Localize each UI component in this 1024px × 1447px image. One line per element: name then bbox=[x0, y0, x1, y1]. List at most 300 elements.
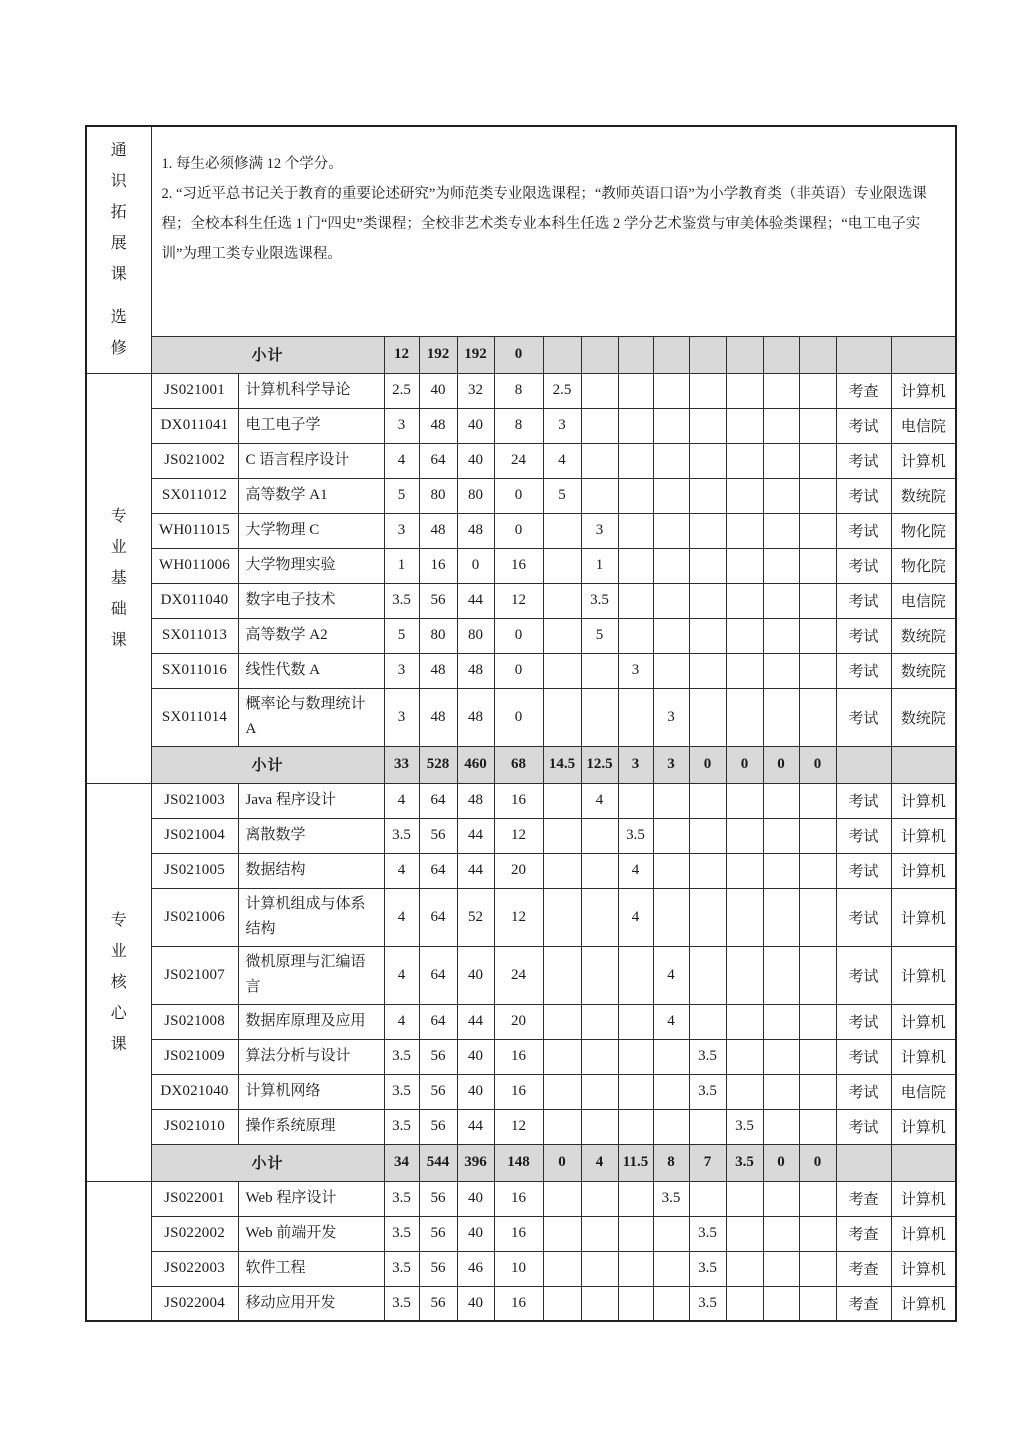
total-hours-cell: 48 bbox=[419, 653, 457, 688]
subtotal-semester-cell bbox=[799, 336, 836, 373]
theory-hours-cell: 40 bbox=[457, 946, 494, 1004]
department-cell: 电信院 bbox=[891, 408, 956, 443]
practice-hours-cell: 24 bbox=[494, 443, 543, 478]
semester-credit-cell: 3.5 bbox=[581, 583, 618, 618]
semester-credit-cell bbox=[763, 688, 799, 746]
semester-credit-cell bbox=[543, 1286, 581, 1321]
semester-credit-cell bbox=[581, 1004, 618, 1039]
credits-cell: 3.5 bbox=[384, 1251, 419, 1286]
department-cell: 数统院 bbox=[891, 653, 956, 688]
credits-cell: 3.5 bbox=[384, 1181, 419, 1216]
semester-credit-cell bbox=[618, 583, 653, 618]
department-cell: 计算机 bbox=[891, 373, 956, 408]
practice-hours-cell: 12 bbox=[494, 583, 543, 618]
semester-credit-cell bbox=[763, 1181, 799, 1216]
course-row bbox=[86, 373, 956, 408]
subtotal-credits-cell: 34 bbox=[384, 1144, 419, 1181]
subtotal-semester-cell: 7 bbox=[689, 1144, 726, 1181]
semester-credit-cell bbox=[618, 1286, 653, 1321]
semester-credit-cell bbox=[653, 618, 689, 653]
semester-credit-cell bbox=[618, 618, 653, 653]
semester-credit-cell bbox=[799, 618, 836, 653]
course-row bbox=[86, 618, 956, 653]
course-name-cell: Java 程序设计 bbox=[238, 783, 384, 818]
semester-credit-cell: 4 bbox=[653, 1004, 689, 1039]
semester-credit-cell bbox=[618, 513, 653, 548]
subtotal-semester-cell: 12.5 bbox=[581, 746, 618, 783]
exam-type-cell: 考试 bbox=[836, 408, 891, 443]
practice-hours-cell: 16 bbox=[494, 1216, 543, 1251]
practice-hours-cell: 0 bbox=[494, 653, 543, 688]
semester-credit-cell: 2.5 bbox=[543, 373, 581, 408]
course-name-cell: 线性代数 A bbox=[238, 653, 384, 688]
practice-hours-cell: 16 bbox=[494, 548, 543, 583]
subtotal-semester-cell: 0 bbox=[763, 746, 799, 783]
category-cell bbox=[86, 783, 151, 1181]
subtotal-semester-cell: 3 bbox=[653, 746, 689, 783]
department-cell: 计算机 bbox=[891, 853, 956, 888]
semester-credit-cell bbox=[763, 548, 799, 583]
semester-credit-cell bbox=[763, 583, 799, 618]
exam-type-cell: 考试 bbox=[836, 1039, 891, 1074]
theory-hours-cell: 52 bbox=[457, 888, 494, 946]
course-code-cell: JS021008 bbox=[151, 1004, 238, 1039]
credits-cell: 3.5 bbox=[384, 1109, 419, 1144]
semester-credit-cell bbox=[581, 1216, 618, 1251]
credits-cell: 3 bbox=[384, 513, 419, 548]
department-cell: 计算机 bbox=[891, 1216, 956, 1251]
semester-credit-cell bbox=[763, 478, 799, 513]
semester-credit-cell bbox=[763, 1074, 799, 1109]
theory-hours-cell: 80 bbox=[457, 478, 494, 513]
course-row bbox=[86, 1286, 956, 1321]
course-code-cell: JS022003 bbox=[151, 1251, 238, 1286]
theory-hours-cell: 46 bbox=[457, 1251, 494, 1286]
semester-credit-cell bbox=[763, 513, 799, 548]
exam-type-cell: 考试 bbox=[836, 1074, 891, 1109]
theory-hours-cell: 44 bbox=[457, 583, 494, 618]
semester-credit-cell bbox=[581, 888, 618, 946]
practice-hours-cell: 12 bbox=[494, 888, 543, 946]
total-hours-cell: 48 bbox=[419, 688, 457, 746]
exam-type-cell: 考查 bbox=[836, 1216, 891, 1251]
category-char: 业 bbox=[110, 942, 127, 960]
theory-hours-cell: 40 bbox=[457, 1181, 494, 1216]
semester-credit-cell bbox=[799, 583, 836, 618]
semester-credit-cell bbox=[689, 548, 726, 583]
semester-credit-cell bbox=[653, 853, 689, 888]
semester-credit-cell: 3 bbox=[543, 408, 581, 443]
category-char: 专 bbox=[110, 507, 127, 525]
semester-credit-cell: 3.5 bbox=[689, 1074, 726, 1109]
semester-credit-cell bbox=[618, 478, 653, 513]
department-cell: 计算机 bbox=[891, 783, 956, 818]
semester-credit-cell bbox=[689, 513, 726, 548]
subtotal-semester-cell: 0 bbox=[543, 1144, 581, 1181]
theory-hours-cell: 44 bbox=[457, 1004, 494, 1039]
theory-hours-cell: 44 bbox=[457, 1109, 494, 1144]
semester-credit-cell bbox=[763, 1251, 799, 1286]
total-hours-cell: 64 bbox=[419, 783, 457, 818]
note-row bbox=[86, 126, 956, 336]
subtotal-theory-hours-cell: 460 bbox=[457, 746, 494, 783]
department-cell: 数统院 bbox=[891, 618, 956, 653]
exam-type-cell: 考查 bbox=[836, 1251, 891, 1286]
semester-credit-cell: 3.5 bbox=[618, 818, 653, 853]
department-cell: 数统院 bbox=[891, 688, 956, 746]
course-code-cell: DX021040 bbox=[151, 1074, 238, 1109]
subtotal-semester-cell: 0 bbox=[689, 746, 726, 783]
course-code-cell: JS021006 bbox=[151, 888, 238, 946]
course-code-cell: JS021010 bbox=[151, 1109, 238, 1144]
curriculum-table bbox=[85, 125, 957, 1322]
semester-credit-cell bbox=[653, 1216, 689, 1251]
semester-credit-cell bbox=[799, 818, 836, 853]
subtotal-semester-cell: 11.5 bbox=[618, 1144, 653, 1181]
semester-credit-cell bbox=[689, 946, 726, 1004]
department-cell: 物化院 bbox=[891, 513, 956, 548]
theory-hours-cell: 40 bbox=[457, 408, 494, 443]
total-hours-cell: 56 bbox=[419, 1286, 457, 1321]
semester-credit-cell bbox=[581, 1039, 618, 1074]
course-row bbox=[86, 443, 956, 478]
semester-credit-cell: 3.5 bbox=[653, 1181, 689, 1216]
semester-credit-cell bbox=[726, 1074, 763, 1109]
semester-credit-cell bbox=[763, 888, 799, 946]
semester-credit-cell bbox=[726, 1039, 763, 1074]
practice-hours-cell: 12 bbox=[494, 1109, 543, 1144]
course-code-cell: JS021001 bbox=[151, 373, 238, 408]
semester-credit-cell bbox=[618, 408, 653, 443]
semester-credit-cell bbox=[689, 1181, 726, 1216]
practice-hours-cell: 16 bbox=[494, 1039, 543, 1074]
credits-cell: 1 bbox=[384, 548, 419, 583]
department-cell: 计算机 bbox=[891, 1109, 956, 1144]
semester-credit-cell bbox=[618, 373, 653, 408]
theory-hours-cell: 32 bbox=[457, 373, 494, 408]
semester-credit-cell bbox=[581, 1286, 618, 1321]
semester-credit-cell bbox=[581, 688, 618, 746]
total-hours-cell: 64 bbox=[419, 853, 457, 888]
semester-credit-cell bbox=[653, 478, 689, 513]
semester-credit-cell: 1 bbox=[581, 548, 618, 583]
semester-credit-cell: 3.5 bbox=[689, 1251, 726, 1286]
exam-type-cell: 考查 bbox=[836, 1181, 891, 1216]
semester-credit-cell bbox=[799, 1004, 836, 1039]
subtotal-dept-cell bbox=[891, 1144, 956, 1181]
semester-credit-cell bbox=[763, 1039, 799, 1074]
semester-credit-cell: 5 bbox=[543, 478, 581, 513]
credits-cell: 4 bbox=[384, 1004, 419, 1039]
course-row bbox=[86, 1251, 956, 1286]
category-char: 课 bbox=[110, 266, 127, 284]
semester-credit-cell: 4 bbox=[581, 783, 618, 818]
course-code-cell: SX011012 bbox=[151, 478, 238, 513]
total-hours-cell: 48 bbox=[419, 513, 457, 548]
semester-credit-cell bbox=[653, 783, 689, 818]
semester-credit-cell bbox=[726, 783, 763, 818]
course-row bbox=[86, 783, 956, 818]
exam-type-cell: 考试 bbox=[836, 888, 891, 946]
semester-credit-cell bbox=[726, 513, 763, 548]
theory-hours-cell: 48 bbox=[457, 653, 494, 688]
semester-credit-cell bbox=[689, 478, 726, 513]
semester-credit-cell bbox=[618, 1216, 653, 1251]
subtotal-total-hours-cell: 192 bbox=[419, 336, 457, 373]
practice-hours-cell: 16 bbox=[494, 1286, 543, 1321]
semester-credit-cell bbox=[799, 1286, 836, 1321]
subtotal-semester-cell: 0 bbox=[799, 746, 836, 783]
course-name-cell: 计算机网络 bbox=[238, 1074, 384, 1109]
semester-credit-cell bbox=[799, 1109, 836, 1144]
semester-credit-cell bbox=[799, 1074, 836, 1109]
total-hours-cell: 56 bbox=[419, 1039, 457, 1074]
course-row bbox=[86, 583, 956, 618]
semester-credit-cell bbox=[543, 818, 581, 853]
semester-credit-cell bbox=[726, 1004, 763, 1039]
semester-credit-cell bbox=[653, 373, 689, 408]
semester-credit-cell bbox=[543, 1004, 581, 1039]
course-name-cell: 计算机科学导论 bbox=[238, 373, 384, 408]
course-row bbox=[86, 888, 956, 946]
semester-credit-cell bbox=[653, 653, 689, 688]
semester-credit-cell bbox=[581, 1251, 618, 1286]
semester-credit-cell bbox=[581, 653, 618, 688]
subtotal-label: 小计 bbox=[151, 1144, 384, 1181]
total-hours-cell: 56 bbox=[419, 1074, 457, 1109]
subtotal-semester-cell bbox=[618, 336, 653, 373]
category-char: 选 bbox=[110, 309, 127, 327]
practice-hours-cell: 0 bbox=[494, 513, 543, 548]
semester-credit-cell bbox=[689, 618, 726, 653]
course-name-cell: 计算机组成与体系结构 bbox=[238, 888, 384, 946]
credits-cell: 4 bbox=[384, 443, 419, 478]
semester-credit-cell bbox=[726, 443, 763, 478]
subtotal-label: 小计 bbox=[151, 746, 384, 783]
subtotal-practice-hours-cell: 0 bbox=[494, 336, 543, 373]
department-cell: 计算机 bbox=[891, 443, 956, 478]
theory-hours-cell: 48 bbox=[457, 688, 494, 746]
semester-credit-cell bbox=[618, 1109, 653, 1144]
semester-credit-cell bbox=[799, 1181, 836, 1216]
subtotal-semester-cell: 8 bbox=[653, 1144, 689, 1181]
course-code-cell: JS021009 bbox=[151, 1039, 238, 1074]
subtotal-dept-cell bbox=[891, 746, 956, 783]
course-name-cell: 数字电子技术 bbox=[238, 583, 384, 618]
semester-credit-cell bbox=[581, 478, 618, 513]
semester-credit-cell bbox=[799, 1039, 836, 1074]
course-row bbox=[86, 688, 956, 746]
category-char: 展 bbox=[110, 235, 127, 253]
total-hours-cell: 56 bbox=[419, 1181, 457, 1216]
semester-credit-cell bbox=[618, 1181, 653, 1216]
credits-cell: 5 bbox=[384, 478, 419, 513]
semester-credit-cell bbox=[799, 653, 836, 688]
total-hours-cell: 16 bbox=[419, 548, 457, 583]
note-line: 2. “习近平总书记关于教育的重要论述研究”为师范类专业限选课程；“教师英语口语”为小学教育类（非英语）专业限选课程；全校本科生任选 1 门“四史”类课程；全校非艺术类专业本科生任选 2 学分艺术鉴赏与审美体验类课程；“电工电子实训”为理工类专业限选课程。 bbox=[161, 186, 927, 262]
department-cell: 计算机 bbox=[891, 818, 956, 853]
semester-credit-cell bbox=[543, 1251, 581, 1286]
semester-credit-cell bbox=[763, 653, 799, 688]
semester-credit-cell bbox=[543, 888, 581, 946]
credits-cell: 5 bbox=[384, 618, 419, 653]
course-name-cell: 软件工程 bbox=[238, 1251, 384, 1286]
subtotal-semester-cell: 4 bbox=[581, 1144, 618, 1181]
credits-cell: 3.5 bbox=[384, 583, 419, 618]
category-char: 专 bbox=[110, 911, 127, 929]
theory-hours-cell: 80 bbox=[457, 618, 494, 653]
course-code-cell: JS021002 bbox=[151, 443, 238, 478]
semester-credit-cell bbox=[763, 408, 799, 443]
category-char: 心 bbox=[110, 1004, 127, 1022]
semester-credit-cell bbox=[653, 888, 689, 946]
semester-credit-cell bbox=[799, 443, 836, 478]
subtotal-practice-hours-cell: 68 bbox=[494, 746, 543, 783]
semester-credit-cell: 4 bbox=[618, 888, 653, 946]
theory-hours-cell: 48 bbox=[457, 783, 494, 818]
semester-credit-cell bbox=[581, 946, 618, 1004]
semester-credit-cell bbox=[763, 1004, 799, 1039]
exam-type-cell: 考试 bbox=[836, 618, 891, 653]
department-cell: 数统院 bbox=[891, 478, 956, 513]
note-line: 1. 每生必须修满 12 个学分。 bbox=[161, 156, 343, 172]
credits-cell: 3.5 bbox=[384, 1074, 419, 1109]
semester-credit-cell bbox=[799, 548, 836, 583]
theory-hours-cell: 44 bbox=[457, 818, 494, 853]
semester-credit-cell bbox=[581, 853, 618, 888]
course-code-cell: JS022002 bbox=[151, 1216, 238, 1251]
theory-hours-cell: 48 bbox=[457, 513, 494, 548]
semester-credit-cell bbox=[763, 783, 799, 818]
subtotal-semester-cell: 0 bbox=[726, 746, 763, 783]
semester-credit-cell bbox=[726, 1251, 763, 1286]
semester-credit-cell: 4 bbox=[543, 443, 581, 478]
subtotal-theory-hours-cell: 396 bbox=[457, 1144, 494, 1181]
semester-credit-cell: 3 bbox=[581, 513, 618, 548]
department-cell: 计算机 bbox=[891, 888, 956, 946]
category-char: 识 bbox=[110, 173, 127, 191]
semester-credit-cell bbox=[763, 618, 799, 653]
exam-type-cell: 考试 bbox=[836, 653, 891, 688]
semester-credit-cell bbox=[763, 443, 799, 478]
exam-type-cell: 考试 bbox=[836, 583, 891, 618]
credits-cell: 3 bbox=[384, 408, 419, 443]
semester-credit-cell bbox=[653, 1074, 689, 1109]
course-code-cell: WH011006 bbox=[151, 548, 238, 583]
credits-cell: 3.5 bbox=[384, 1039, 419, 1074]
course-row bbox=[86, 1216, 956, 1251]
subtotal-dept-cell bbox=[891, 336, 956, 373]
exam-type-cell: 考查 bbox=[836, 1286, 891, 1321]
semester-credit-cell bbox=[689, 653, 726, 688]
course-name-cell: 微机原理与汇编语言 bbox=[238, 946, 384, 1004]
semester-credit-cell bbox=[799, 478, 836, 513]
total-hours-cell: 40 bbox=[419, 373, 457, 408]
semester-credit-cell bbox=[689, 583, 726, 618]
department-cell: 电信院 bbox=[891, 583, 956, 618]
semester-credit-cell bbox=[799, 783, 836, 818]
semester-credit-cell bbox=[726, 373, 763, 408]
subtotal-semester-cell bbox=[763, 336, 799, 373]
course-code-cell: SX011014 bbox=[151, 688, 238, 746]
category-char: 通 bbox=[110, 142, 127, 160]
semester-credit-cell: 3.5 bbox=[689, 1216, 726, 1251]
subtotal-exam-cell bbox=[836, 1144, 891, 1181]
semester-credit-cell: 5 bbox=[581, 618, 618, 653]
exam-type-cell: 考试 bbox=[836, 513, 891, 548]
semester-credit-cell bbox=[726, 408, 763, 443]
subtotal-row bbox=[86, 336, 956, 373]
semester-credit-cell bbox=[618, 783, 653, 818]
course-row bbox=[86, 408, 956, 443]
theory-hours-cell: 44 bbox=[457, 853, 494, 888]
credits-cell: 3 bbox=[384, 688, 419, 746]
semester-credit-cell bbox=[653, 1039, 689, 1074]
department-cell: 计算机 bbox=[891, 946, 956, 1004]
exam-type-cell: 考试 bbox=[836, 818, 891, 853]
course-row bbox=[86, 548, 956, 583]
semester-credit-cell bbox=[581, 408, 618, 443]
total-hours-cell: 56 bbox=[419, 818, 457, 853]
semester-credit-cell bbox=[799, 373, 836, 408]
semester-credit-cell bbox=[689, 1004, 726, 1039]
credits-cell: 4 bbox=[384, 853, 419, 888]
semester-credit-cell bbox=[543, 513, 581, 548]
department-cell: 计算机 bbox=[891, 1286, 956, 1321]
semester-credit-cell bbox=[689, 888, 726, 946]
subtotal-semester-cell bbox=[689, 336, 726, 373]
total-hours-cell: 56 bbox=[419, 1251, 457, 1286]
semester-credit-cell bbox=[799, 513, 836, 548]
credits-cell: 3.5 bbox=[384, 818, 419, 853]
course-code-cell: JS021007 bbox=[151, 946, 238, 1004]
theory-hours-cell: 40 bbox=[457, 1074, 494, 1109]
exam-type-cell: 考试 bbox=[836, 946, 891, 1004]
semester-credit-cell bbox=[618, 1004, 653, 1039]
theory-hours-cell: 40 bbox=[457, 1286, 494, 1321]
semester-credit-cell bbox=[618, 1251, 653, 1286]
category-cell bbox=[86, 373, 151, 783]
category-gap bbox=[87, 290, 151, 302]
practice-hours-cell: 10 bbox=[494, 1251, 543, 1286]
practice-hours-cell: 20 bbox=[494, 1004, 543, 1039]
semester-credit-cell bbox=[763, 1286, 799, 1321]
course-code-cell: DX011041 bbox=[151, 408, 238, 443]
exam-type-cell: 考试 bbox=[836, 783, 891, 818]
practice-hours-cell: 0 bbox=[494, 478, 543, 513]
semester-credit-cell bbox=[689, 373, 726, 408]
department-cell: 计算机 bbox=[891, 1039, 956, 1074]
credits-cell: 4 bbox=[384, 783, 419, 818]
semester-credit-cell bbox=[689, 783, 726, 818]
curriculum-table-body bbox=[86, 126, 956, 1321]
course-name-cell: 数据库原理及应用 bbox=[238, 1004, 384, 1039]
semester-credit-cell bbox=[799, 1216, 836, 1251]
subtotal-total-hours-cell: 528 bbox=[419, 746, 457, 783]
practice-hours-cell: 16 bbox=[494, 1181, 543, 1216]
semester-credit-cell bbox=[689, 1109, 726, 1144]
semester-credit-cell bbox=[543, 688, 581, 746]
semester-credit-cell bbox=[689, 443, 726, 478]
semester-credit-cell bbox=[799, 853, 836, 888]
semester-credit-cell bbox=[726, 853, 763, 888]
exam-type-cell: 考试 bbox=[836, 548, 891, 583]
semester-credit-cell bbox=[581, 1181, 618, 1216]
semester-credit-cell bbox=[543, 618, 581, 653]
course-name-cell: 大学物理实验 bbox=[238, 548, 384, 583]
semester-credit-cell bbox=[726, 946, 763, 1004]
semester-credit-cell bbox=[689, 408, 726, 443]
